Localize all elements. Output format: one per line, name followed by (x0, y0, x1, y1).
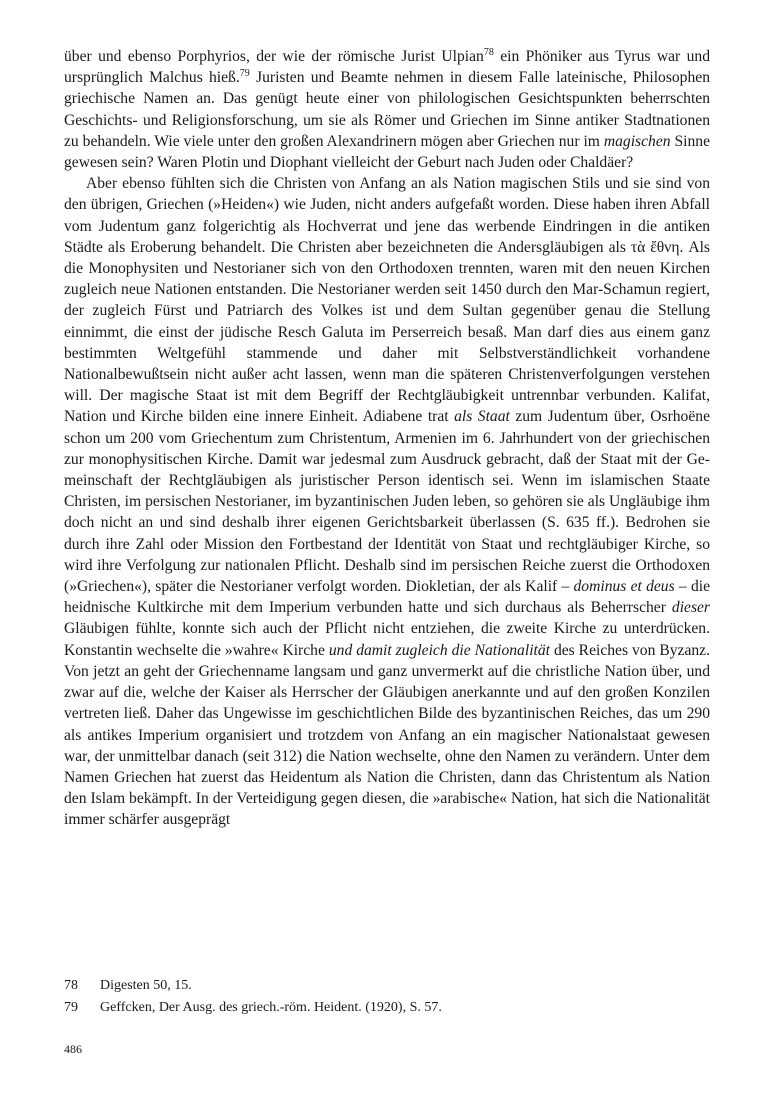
paragraph-2 (64, 173, 710, 830)
italic-text: dominus et deus (573, 578, 675, 596)
footnote-text: Geffcken, Der Ausg. des griech.-röm. Heident. (1920), S. 57. (100, 1000, 442, 1015)
text-run: zum Judentum über, Osrhoëne schon um 200 vom Griechentum zum Christentum, Armenien im 6. Jahrhundert von der griechischen zur monophysitischen Kirche. Damit war jedesmal zum Ausdruck gebracht, daß der Staat mit der Gemeinschaft der Rechtgläubigen als juristischer Person identisch sei. Wenn im islamischen Staate Christen, im persischen Nestorianer, im byzantinischen Juden leben, so gehören sie als Ungläubige ihm doch nicht an und sind deshalb ihrer eigenen Gerichtsbarkeit überlassen (S. 635 ff.). Bedrohen sie durch ihre Zahl oder Mission den Fortbestand der Identität von Staat und rechtgläubiger Kirche, so wird ihre Verfolgung zur nationalen Pflicht. Deshalb sind im persischen Reiche zuerst die Orthodoxen (»Griechen«), später die Nestorianer verfolgt worden. Diokletian, der als Kalif – (64, 408, 710, 596)
page-body (64, 46, 710, 831)
text-run: – die heidnische Kultkirche mit dem Imperium verbunden hatte und sich durchaus als Beherrscher (64, 578, 710, 617)
text-run: des Reiches von Byzanz. Von jetzt an geht der Griechenname langsam und ganz unvermerkt auf die christliche Nation über, und zwar auf die, welche der Kaiser als Herrscher der Gläubigen anerkannte und auf den großen Konzilen vertreten ließ. Daher das Ungewisse im geschichtlichen Bilde des byzantinischen Reiches, das um 290 als antikes Imperium organisiert und trotzdem von Anfang an ein magischer Nationalstaat gewesen war, der unmittelbar danach (seit 312) die Nation wechselte, ohne den Namen zu verändern. Unter dem Namen Griechen hat zuerst das Heidentum als Nation die Christen, dann das Christentum als Nation den Islam bekämpft. In der Verteidigung gegen diesen, die »arabische« Nation, hat sich die Nationalität immer schärfer ausgeprägt (64, 641, 710, 829)
italic-text: magischen (603, 132, 671, 150)
footnote-number: 78 (64, 978, 78, 993)
footnote-ref: 78 (483, 47, 494, 58)
text-run: ein Phöniker aus Tyrus war und ursprünglich Malchus hieß. (64, 48, 711, 87)
footnote-79 (64, 997, 710, 1019)
footnote-78 (64, 975, 710, 997)
text-run: Gläubigen fühlte, konnte sich auch der Pflicht nicht entziehen, die zweite Kirche zu unterdrücken. Konstantin wechselte die »wahre« Kirche (64, 620, 710, 659)
text-run: über und ebenso Porphyrios, der wie der römische Jurist Ulpian (64, 48, 484, 65)
footnote-number: 79 (64, 1000, 78, 1015)
italic-text: als Staat (454, 408, 510, 426)
italic-text: und damit zugleich die Nationalität (328, 641, 550, 659)
footnotes (64, 975, 710, 1019)
page-number: 486 (64, 1042, 82, 1056)
footnote-text: Digesten 50, 15. (100, 978, 192, 993)
text-run: Aber ebenso fühlten sich die Christen von Anfang an als Nation magischen Stils und sie sind von den übrigen, Griechen (»Heiden«) wie Juden, nicht anders aufgefaßt worden. Diese haben ihren Abfall vom Judentum ganz folgerichtig als Hochverrat und jene das werbende Eindringen in die antiken Städte als Eroberung behandelt. Die Christen aber bezeichneten die Andersgläubigen als τὰ ἔθνη. Als die Monophysiten und Nestorianer sich von den Orthodoxen trennten, waren mit den neuen Kirchen zugleich neue Nationen entstanden. Die Nestorianer werden seit 1450 durch den Mar-Schamun regiert, der zugleich Fürst und Patriarch des Volkes ist und dem Sultan gegenüber genau die Stellung einnimmt, die einst der jüdische Resch Galuta im Perserreich besaß. Man darf dies aus einem ganz bestimmten Weltgefühl stammende und daher mit Selbstverständlichkeit vorhandene Nationalbewußtsein nicht außer acht lassen, wenn man die späteren Christenverfolgungen verstehen will. Der magische Staat ist mit dem Begriff der Rechtgläubigkeit untrennbar verbunden. Kalifat, Nation und Kirche bilden eine innere Einheit. Adiabene trat (64, 175, 710, 426)
footnote-ref: 79 (239, 68, 250, 80)
paragraph-1 (64, 46, 710, 173)
text-run: Juristen und Beamte nehmen in diesem Falle lateinische, Philosophen griechische Namen an. Das genügt heute einer von philologischen Gesichtspunkten beherrschten Geschichts- und Religionsforschung, um sie als Römer und Griechen im Sinne antiker Stadtnationen zu behandeln. Wie viele unter den großen Alexandrinern mögen aber Griechen nur im (64, 69, 710, 150)
text-run: Sinne gewesen sein? Waren Plotin und Diophant vielleicht der Geburt nach Juden oder Chaldäer? (64, 132, 711, 172)
italic-text: dieser (671, 599, 710, 617)
